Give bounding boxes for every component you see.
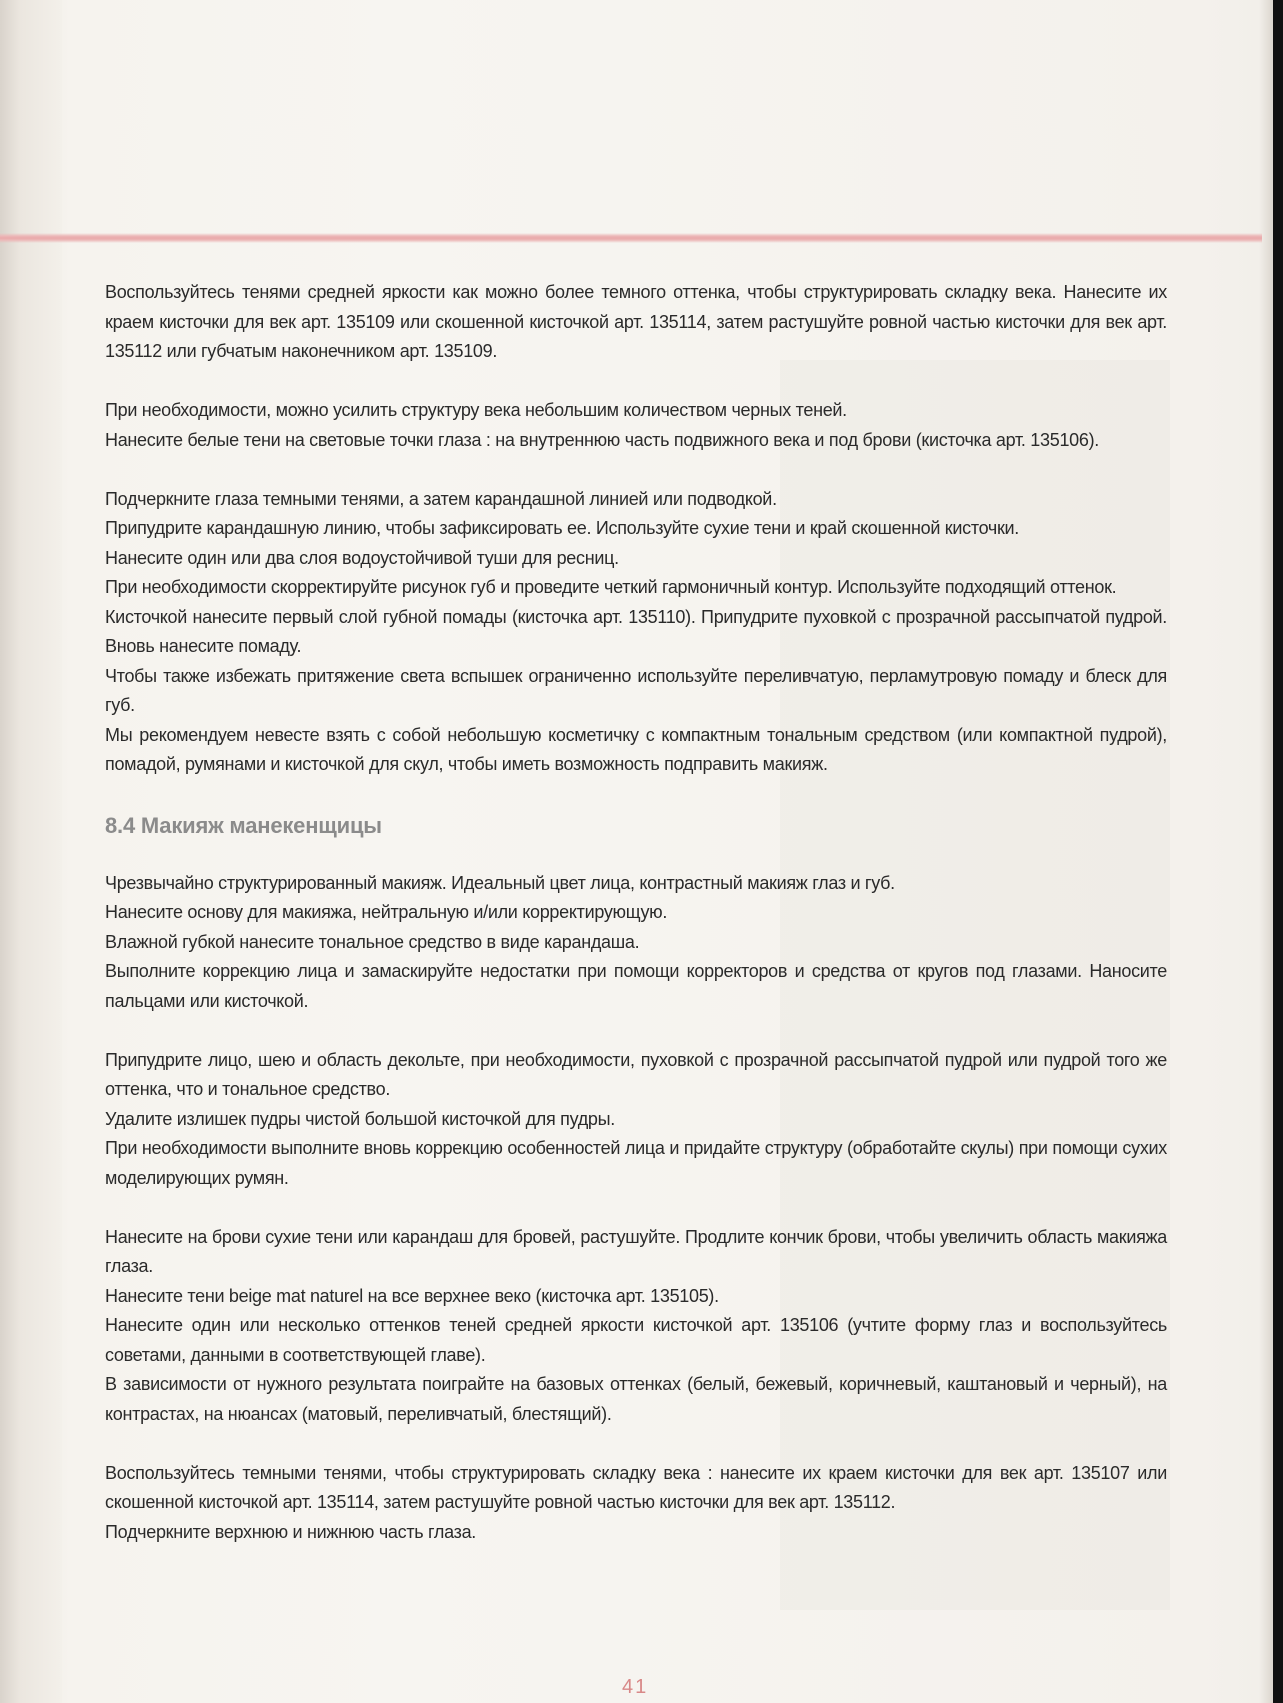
paragraph: Нанесите тени beige mat naturel на все верхнее веко (кисточка арт. 135105). bbox=[105, 1285, 719, 1306]
paragraph: Чрезвычайно структурированный макияж. Идеальный цвет лица, контрастный макияж глаз и губ. bbox=[105, 872, 895, 893]
paragraph: Удалите излишек пудры чистой большой кисточкой для пудры. bbox=[105, 1108, 615, 1129]
paragraph: При необходимости выполните вновь коррекцию особенностей лица и придайте структуру (обработайте скулы) при помощи сухих моделирующих румян. bbox=[105, 1138, 1167, 1188]
paragraph: Нанесите основу для макияжа, нейтральную и/или корректирующую. bbox=[105, 902, 668, 922]
paragraph: Подчеркните верхнюю и нижнюю часть глаза. bbox=[105, 1521, 476, 1542]
paragraph: Влажной губкой нанесите тональное средство в виде карандаша. bbox=[105, 931, 640, 952]
paragraph: Воспользуйтесь тенями средней яркости как можно более темного оттенка, чтобы структурировать складку века. Нанесите их краем кисточки для век арт. 135109 или скошенной кисточкой арт. 135114, затем растушуйте ровной частью кисточки для век арт. 135112 или губчатым наконечником арт. 135109. bbox=[105, 282, 1167, 361]
paragraph: Припудрите лицо, шею и область декольте, при необходимости, пуховкой с прозрачной рассыпчатой пудрой или пудрой того же оттенка, что и тональное средство. bbox=[105, 1049, 1167, 1099]
paragraph: Воспользуйтесь темными тенями, чтобы структурировать складку века : нанесите их краем кисточки для век арт. 135107 или скошенной кисточкой арт. 135114, затем растушуйте ровной частью кисточки для век арт. 135112. bbox=[105, 1462, 1167, 1512]
paragraph: Подчеркните глаза темными тенями, а затем карандашной линией или подводкой. bbox=[105, 488, 777, 509]
spacer bbox=[105, 367, 1167, 397]
spacer bbox=[105, 1193, 1167, 1223]
paragraph: При необходимости скорректируйте рисунок губ и проведите четкий гармоничный контур. Используйте подходящий оттенок. bbox=[105, 577, 1117, 597]
page-edge-shadow bbox=[1259, 0, 1273, 1703]
section-heading: 8.4 Макияж манекенщицы bbox=[105, 812, 382, 838]
paragraph: Нанесите на брови сухие тени или карандаш для бровей, растушуйте. Продлите кончик брови, чтобы увеличить область макияжа глаза. bbox=[105, 1226, 1167, 1276]
paragraph: Чтобы также избежать притяжение света вспышек ограниченно используйте переливчатую, перламутровую помаду и блеск для губ. bbox=[105, 665, 1167, 715]
page-number: 41 bbox=[622, 1676, 649, 1698]
scan-edge bbox=[1273, 0, 1283, 1703]
paragraph: Нанесите один или два слоя водоустойчивой туши для ресниц. bbox=[105, 547, 619, 568]
paragraph: При необходимости, можно усилить структуру века небольшим количеством черных теней. bbox=[105, 400, 847, 420]
spacer bbox=[105, 1429, 1167, 1459]
header-rule bbox=[0, 233, 1262, 243]
paragraph: Выполните коррекцию лица и замаскируйте недостатки при помощи корректоров и средства от кругов под глазами. Наносите пальцами или кисточкой. bbox=[105, 961, 1167, 1011]
paragraph: Нанесите один или несколько оттенков теней средней яркости кисточкой арт. 135106 (учтите форму глаз и воспользуйтесь советами, данными в соответствующей главе). bbox=[105, 1315, 1167, 1365]
paragraph: Нанесите белые тени на световые точки глаза : на внутреннюю часть подвижного века и под брови (кисточка арт. 135106). bbox=[105, 429, 1099, 450]
paragraph: Кисточкой нанесите первый слой губной помады (кисточка арт. 135110). Припудрите пуховкой с прозрачной рассыпчатой пудрой. Вновь нанесите помаду. bbox=[105, 606, 1167, 656]
spacer bbox=[105, 1016, 1167, 1046]
spacer bbox=[105, 455, 1167, 485]
book-spine-shadow bbox=[0, 0, 62, 1703]
paragraph: Мы рекомендуем невесте взять с собой небольшую косметичку с компактным тональным средством (или компактной пудрой), помадой, румянами и кисточкой для скул, чтобы иметь возможность подправить макияж. bbox=[105, 724, 1167, 774]
paragraph: Припудрите карандашную линию, чтобы зафиксировать ее. Используйте сухие тени и край скошенной кисточки. bbox=[105, 518, 1019, 538]
paragraph: В зависимости от нужного результата поиграйте на базовых оттенках (белый, бежевый, коричневый, каштановый и черный), на контрастах, на нюансах (матовый, переливчатый, блестящий). bbox=[105, 1374, 1167, 1424]
page-content bbox=[105, 278, 1167, 1547]
